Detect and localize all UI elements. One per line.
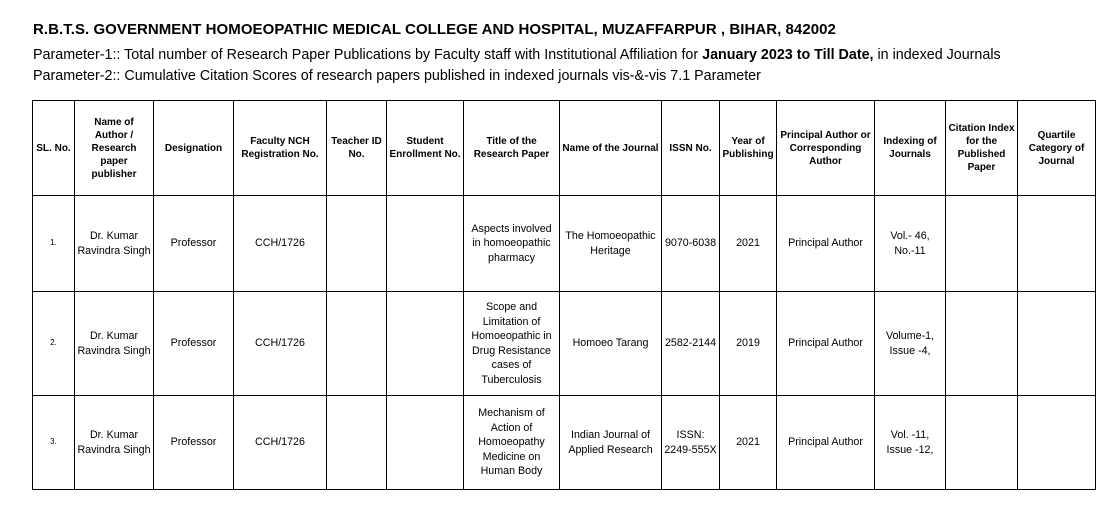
college-title: R.B.T.S. GOVERNMENT HOMOEOPATHIC MEDICAL COLLEGE AND HOSPITAL, MUZAFFARPUR , BIHAR, 842002	[33, 21, 836, 38]
cell-student-enrollment	[387, 196, 464, 292]
parameter-1-date-range: January 2023 to Till Date,	[702, 47, 874, 63]
cell-registration-no: CCH/1726	[234, 196, 327, 292]
cell-registration-no: CCH/1726	[234, 292, 327, 396]
table-row	[33, 292, 1096, 396]
cell-author-role: Principal Author	[777, 196, 875, 292]
cell-issn: 2582-2144	[662, 292, 720, 396]
cell-journal-name: The Homoeopathic Heritage	[560, 196, 662, 292]
cell-citation-index	[946, 292, 1018, 396]
table-row	[33, 396, 1096, 490]
column-header-teacher-id: Teacher ID No.	[327, 101, 387, 196]
cell-quartile	[1018, 292, 1096, 396]
parameter-2-line: Parameter-2:: Cumulative Citation Scores of research papers published in indexed journals vis-&-vis 7.1 Parameter	[33, 68, 761, 84]
cell-issn: 9070-6038	[662, 196, 720, 292]
column-header-registration-no: Faculty NCH Registration No.	[234, 101, 327, 196]
publications-table	[32, 100, 1096, 490]
cell-year: 2021	[720, 196, 777, 292]
cell-sl-no: 3.	[33, 396, 75, 490]
cell-journal-name: Homoeo Tarang	[560, 292, 662, 396]
column-header-student-enrollment: Student Enrollment No.	[387, 101, 464, 196]
cell-citation-index	[946, 396, 1018, 490]
cell-indexing: Volume-1, Issue -4,	[875, 292, 946, 396]
cell-designation: Professor	[154, 292, 234, 396]
column-header-year: Year of Publishing	[720, 101, 777, 196]
parameter-1-suffix: in indexed Journals	[873, 47, 1001, 63]
cell-author-role: Principal Author	[777, 396, 875, 490]
column-header-sl-no: SL. No.	[33, 101, 75, 196]
cell-author-role: Principal Author	[777, 292, 875, 396]
cell-author: Dr. Kumar Ravindra Singh	[75, 292, 154, 396]
cell-indexing: Vol. -11, Issue -12,	[875, 396, 946, 490]
cell-sl-no: 1.	[33, 196, 75, 292]
column-header-quartile: Quartile Category of Journal	[1018, 101, 1096, 196]
cell-year: 2019	[720, 292, 777, 396]
cell-designation: Professor	[154, 396, 234, 490]
column-header-journal-name: Name of the Journal	[560, 101, 662, 196]
cell-quartile	[1018, 196, 1096, 292]
cell-year: 2021	[720, 396, 777, 490]
column-header-paper-title: Title of the Research Paper	[464, 101, 560, 196]
column-header-citation-index: Citation Index for the Published Paper	[946, 101, 1018, 196]
column-header-author-role: Principal Author or Corresponding Author	[777, 101, 875, 196]
column-header-author: Name of Author / Research paper publisher	[75, 101, 154, 196]
cell-paper-title: Mechanism of Action of Homoeopathy Medicine on Human Body	[464, 396, 560, 490]
cell-teacher-id	[327, 292, 387, 396]
cell-paper-title: Aspects involved in homoeopathic pharmacy	[464, 196, 560, 292]
column-header-designation: Designation	[154, 101, 234, 196]
cell-citation-index	[946, 196, 1018, 292]
cell-student-enrollment	[387, 292, 464, 396]
cell-journal-name: Indian Journal of Applied Research	[560, 396, 662, 490]
column-header-issn: ISSN No.	[662, 101, 720, 196]
cell-indexing: Vol.- 46, No.-11	[875, 196, 946, 292]
cell-author: Dr. Kumar Ravindra Singh	[75, 196, 154, 292]
table-row	[33, 196, 1096, 292]
cell-author: Dr. Kumar Ravindra Singh	[75, 396, 154, 490]
column-header-indexing: Indexing of Journals	[875, 101, 946, 196]
cell-issn: ISSN: 2249-555X	[662, 396, 720, 490]
parameter-1-line	[33, 47, 1001, 63]
cell-paper-title: Scope and Limitation of Homoeopathic in Drug Resistance cases of Tuberculosis	[464, 292, 560, 396]
table-header-row	[33, 101, 1096, 196]
cell-student-enrollment	[387, 396, 464, 490]
cell-registration-no: CCH/1726	[234, 396, 327, 490]
cell-teacher-id	[327, 196, 387, 292]
cell-designation: Professor	[154, 196, 234, 292]
parameter-1-prefix: Parameter-1:: Total number of Research Paper Publications by Faculty staff with Institutional Affiliation for	[33, 47, 703, 63]
cell-quartile	[1018, 396, 1096, 490]
cell-sl-no: 2.	[33, 292, 75, 396]
cell-teacher-id	[327, 396, 387, 490]
